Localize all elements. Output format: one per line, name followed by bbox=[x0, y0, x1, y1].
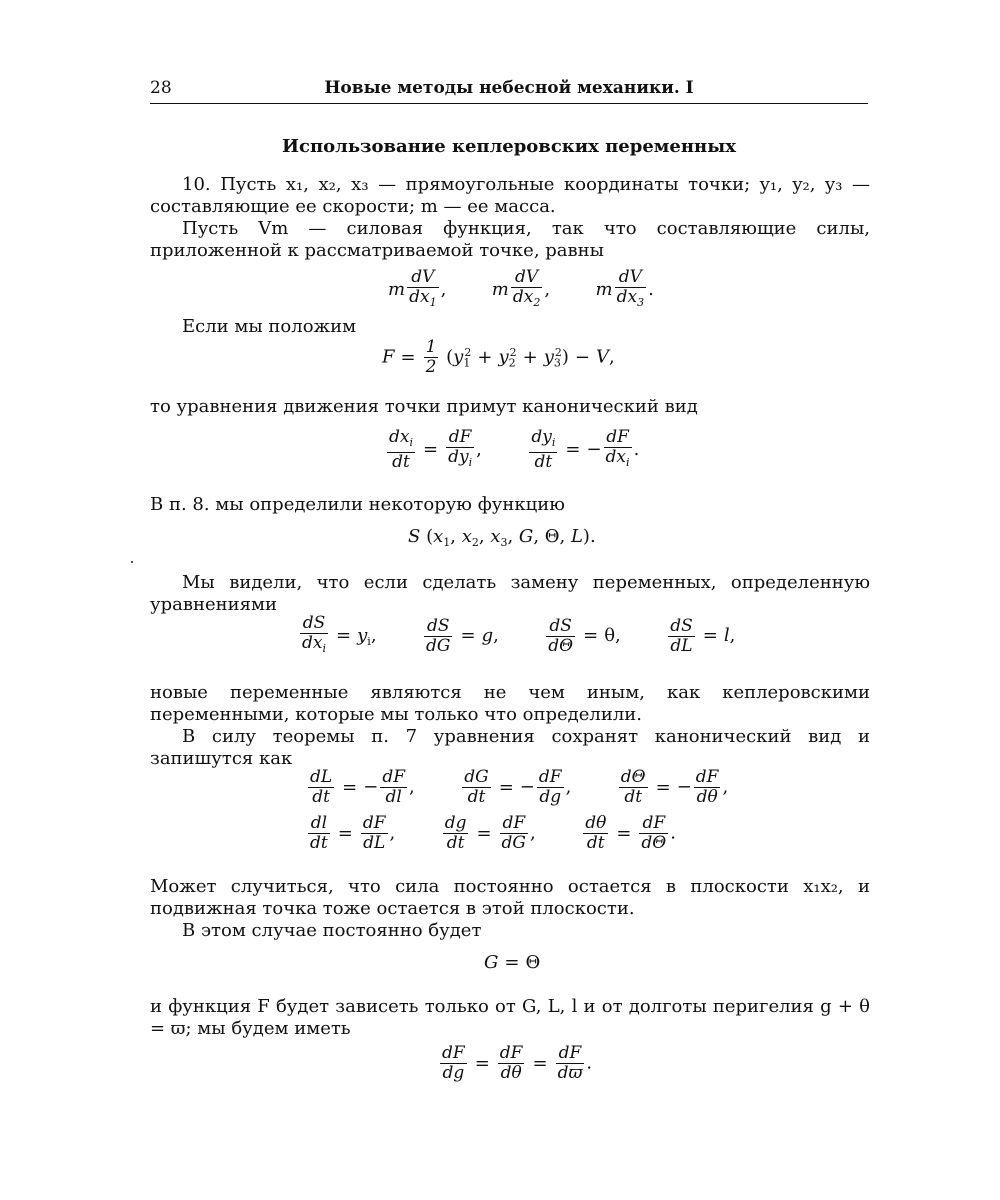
header-rule bbox=[150, 103, 868, 104]
equation-canonical-motion: $dx_i$ dt = dF $dy_i$ , $dy_i$ dt = − dF $dx_i$ . bbox=[389, 427, 640, 472]
equation-g-equals-theta: G = Θ bbox=[484, 952, 541, 973]
equation-kepler-canonical-row2: $\frac{dl}{dt}$ = $\frac{dF}{dL}$ , $\frac{dg}{dt}$ = $\frac{dF}{dG}$ , $\frac{d\theta}{dt}$ = $\frac{dF}{d\Theta}$ . bbox=[310, 813, 676, 853]
paragraph-function-s: В п. 8. мы определили некоторую функцию bbox=[150, 494, 565, 515]
page-number: 28 bbox=[150, 78, 172, 98]
paragraph-theorem-7: В силу теоремы п. 7 уравнения сохранят канонический вид и запишутся как bbox=[150, 726, 870, 769]
equation-generating-function: dS $dx_i$ = $y_i$, $\frac{dS}{dG}$ = g, $\frac{dS}{d\Theta}$ = θ, $\frac{dS}{dL}$ = l, bbox=[298, 614, 735, 658]
paragraph-10-intro: 10. Пусть x₁, x₂, x₃ — прямоугольные координаты точки; y₁, y₂, y₃ — составляющие ее скорости; m — ее масса. bbox=[150, 174, 870, 217]
paragraph-perihelion-longitude: и функция F будет зависеть только от G, L, l и от долготы перигелия g + θ = ϖ; мы будем иметь bbox=[150, 996, 870, 1039]
paragraph-in-this-case: В этом случае постоянно будет bbox=[182, 920, 482, 941]
paragraph-canonical-form: то уравнения движения точки примут канонический вид bbox=[150, 396, 698, 417]
running-title: Новые методы небесной механики. I bbox=[324, 78, 694, 98]
equation-kepler-canonical-row1: $\frac{dL}{dt}$ = − $\frac{dF}{dl}$ , $\frac{dG}{dt}$ = − $\frac{dF}{dg}$ , $\frac{d\Theta}{dt}$ = − $\frac{dF}{d\theta}$ , bbox=[310, 767, 729, 807]
paragraph-plane-motion: Может случиться, что сила постоянно остается в плоскости x₁x₂, и подвижная точка тоже остается в этой плоскости. bbox=[150, 876, 870, 919]
paragraph-change-of-variables: Мы видели, что если сделать замену переменных, определенную уравнениями bbox=[150, 572, 870, 615]
paragraph-if-we-set: Если мы положим bbox=[182, 316, 357, 337]
equation-hamiltonian: F = $\frac{1}{2}$ $(y_1^2 + y_2^2 + y_3^2) - V$, bbox=[382, 337, 615, 377]
paragraph-kepler-variables: новые переменные являются не чем иным, как кеплеровскими переменными, которые мы только что определили. bbox=[150, 682, 870, 725]
equation-function-s: S ($x_1$, $x_2$, $x_3$, G, Θ, L). bbox=[408, 526, 596, 549]
paragraph-force-function: Пусть Vm — силовая функция, так что составляющие силы, приложенной к рассматриваемой точке, равны bbox=[150, 218, 870, 261]
equation-perihelion-derivatives: $\frac{dF}{dg}$ = $\frac{dF}{d\theta}$ = $\frac{dF}{dϖ}$ . bbox=[442, 1043, 593, 1083]
equation-force-components: m $\frac{dV}{dx_1}$ , m $\frac{dV}{dx_2}$ , m $\frac{dV}{dx_3}$ . bbox=[388, 268, 654, 312]
scan-speck bbox=[131, 561, 133, 563]
section-title: Использование кеплеровских переменных bbox=[281, 136, 737, 157]
